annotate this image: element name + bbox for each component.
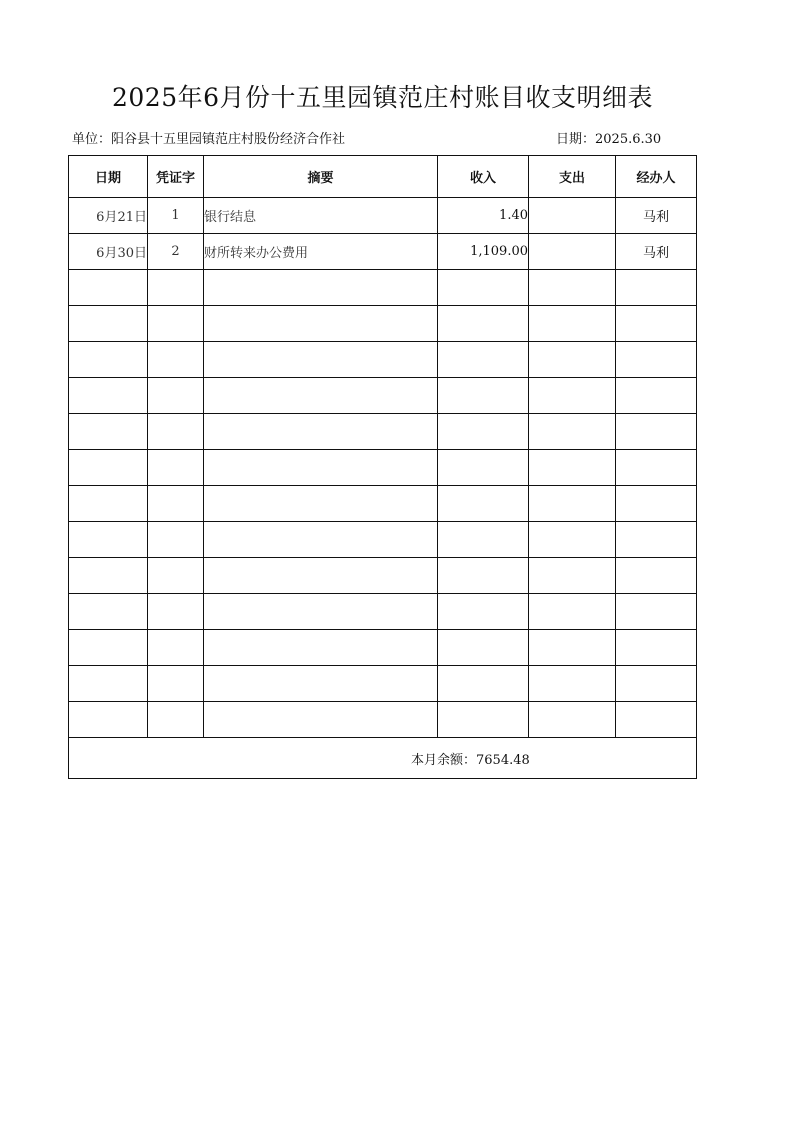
header-expense: 支出 — [529, 156, 616, 198]
cell-income — [438, 594, 529, 630]
cell-voucher — [148, 594, 204, 630]
cell-summary — [204, 342, 438, 378]
table-row — [69, 630, 697, 666]
cell-expense — [529, 594, 616, 630]
monthly-balance: 本月余额：7654.48 — [411, 752, 530, 768]
header-date: 日期 — [69, 156, 148, 198]
cell-expense — [529, 270, 616, 306]
cell-date — [69, 702, 148, 738]
table-row — [69, 486, 697, 522]
cell-summary — [204, 630, 438, 666]
table-row — [69, 342, 697, 378]
cell-income — [438, 306, 529, 342]
cell-voucher — [148, 522, 204, 558]
cell-expense — [529, 522, 616, 558]
cell-expense — [529, 702, 616, 738]
cell-voucher — [148, 414, 204, 450]
cell-handler — [616, 666, 697, 702]
cell-expense — [529, 558, 616, 594]
cell-handler — [616, 558, 697, 594]
cell-voucher — [148, 378, 204, 414]
cell-date: 6月30日 — [69, 234, 148, 270]
cell-summary — [204, 666, 438, 702]
cell-date — [69, 594, 148, 630]
cell-summary — [204, 486, 438, 522]
cell-summary — [204, 558, 438, 594]
cell-handler — [616, 594, 697, 630]
table-row — [69, 450, 697, 486]
cell-date — [69, 342, 148, 378]
cell-income — [438, 702, 529, 738]
cell-handler — [616, 270, 697, 306]
cell-voucher: 2 — [148, 234, 204, 270]
cell-voucher — [148, 450, 204, 486]
cell-date — [69, 270, 148, 306]
cell-income — [438, 666, 529, 702]
cell-handler — [616, 342, 697, 378]
table-row — [69, 666, 697, 702]
cell-income — [438, 486, 529, 522]
table-row — [69, 306, 697, 342]
cell-handler: 马利 — [616, 198, 697, 234]
cell-income — [438, 270, 529, 306]
cell-date — [69, 630, 148, 666]
cell-handler — [616, 702, 697, 738]
cell-handler — [616, 414, 697, 450]
cell-handler — [616, 486, 697, 522]
cell-expense — [529, 630, 616, 666]
cell-expense — [529, 414, 616, 450]
cell-date — [69, 666, 148, 702]
ledger-table — [68, 155, 697, 779]
cell-voucher — [148, 702, 204, 738]
cell-summary — [204, 414, 438, 450]
cell-voucher — [148, 486, 204, 522]
cell-date — [69, 378, 148, 414]
table-row — [69, 270, 697, 306]
cell-voucher — [148, 342, 204, 378]
document-title: 2025年6月份十五里园镇范庄村账目收支明细表 — [111, 83, 654, 112]
cell-income — [438, 450, 529, 486]
header-voucher: 凭证字 — [148, 156, 204, 198]
cell-summary — [204, 306, 438, 342]
cell-summary — [204, 594, 438, 630]
cell-expense — [529, 198, 616, 234]
footer-row — [69, 738, 697, 779]
cell-income: 1,109.00 — [438, 234, 529, 270]
header-income: 收入 — [438, 156, 529, 198]
table-row — [69, 198, 697, 234]
cell-expense — [529, 234, 616, 270]
cell-summary: 财所转来办公费用 — [204, 234, 438, 270]
cell-expense — [529, 378, 616, 414]
header-summary: 摘要 — [204, 156, 438, 198]
cell-date: 6月21日 — [69, 198, 148, 234]
footer-cell — [69, 738, 697, 779]
cell-income — [438, 378, 529, 414]
cell-date — [69, 522, 148, 558]
cell-handler: 马利 — [616, 234, 697, 270]
table-row — [69, 594, 697, 630]
cell-voucher — [148, 666, 204, 702]
cell-date — [69, 558, 148, 594]
cell-handler — [616, 306, 697, 342]
table-row — [69, 378, 697, 414]
cell-handler — [616, 630, 697, 666]
cell-summary — [204, 450, 438, 486]
cell-expense — [529, 666, 616, 702]
table-row — [69, 558, 697, 594]
cell-handler — [616, 522, 697, 558]
cell-summary — [204, 378, 438, 414]
table-row — [69, 414, 697, 450]
table-row — [69, 702, 697, 738]
cell-summary — [204, 270, 438, 306]
cell-voucher — [148, 306, 204, 342]
cell-date — [69, 486, 148, 522]
table-row — [69, 522, 697, 558]
cell-expense — [529, 450, 616, 486]
table-row — [69, 234, 697, 270]
cell-income — [438, 558, 529, 594]
cell-date — [69, 306, 148, 342]
cell-expense — [529, 486, 616, 522]
cell-income: 1.40 — [438, 198, 529, 234]
cell-voucher — [148, 270, 204, 306]
cell-date — [69, 414, 148, 450]
cell-income — [438, 414, 529, 450]
cell-voucher — [148, 558, 204, 594]
cell-summary — [204, 522, 438, 558]
cell-expense — [529, 342, 616, 378]
cell-expense — [529, 306, 616, 342]
cell-summary — [204, 702, 438, 738]
cell-income — [438, 522, 529, 558]
ledger-body — [69, 198, 697, 738]
unit-label: 单位：阳谷县十五里园镇范庄村股份经济合作社 — [72, 132, 346, 147]
cell-summary: 银行结息 — [204, 198, 438, 234]
header-handler: 经办人 — [616, 156, 697, 198]
cell-income — [438, 342, 529, 378]
cell-voucher: 1 — [148, 198, 204, 234]
date-label: 日期：2025.6.30 — [556, 132, 662, 147]
cell-handler — [616, 378, 697, 414]
header-row — [69, 156, 697, 198]
cell-voucher — [148, 630, 204, 666]
cell-date — [69, 450, 148, 486]
cell-handler — [616, 450, 697, 486]
cell-income — [438, 630, 529, 666]
